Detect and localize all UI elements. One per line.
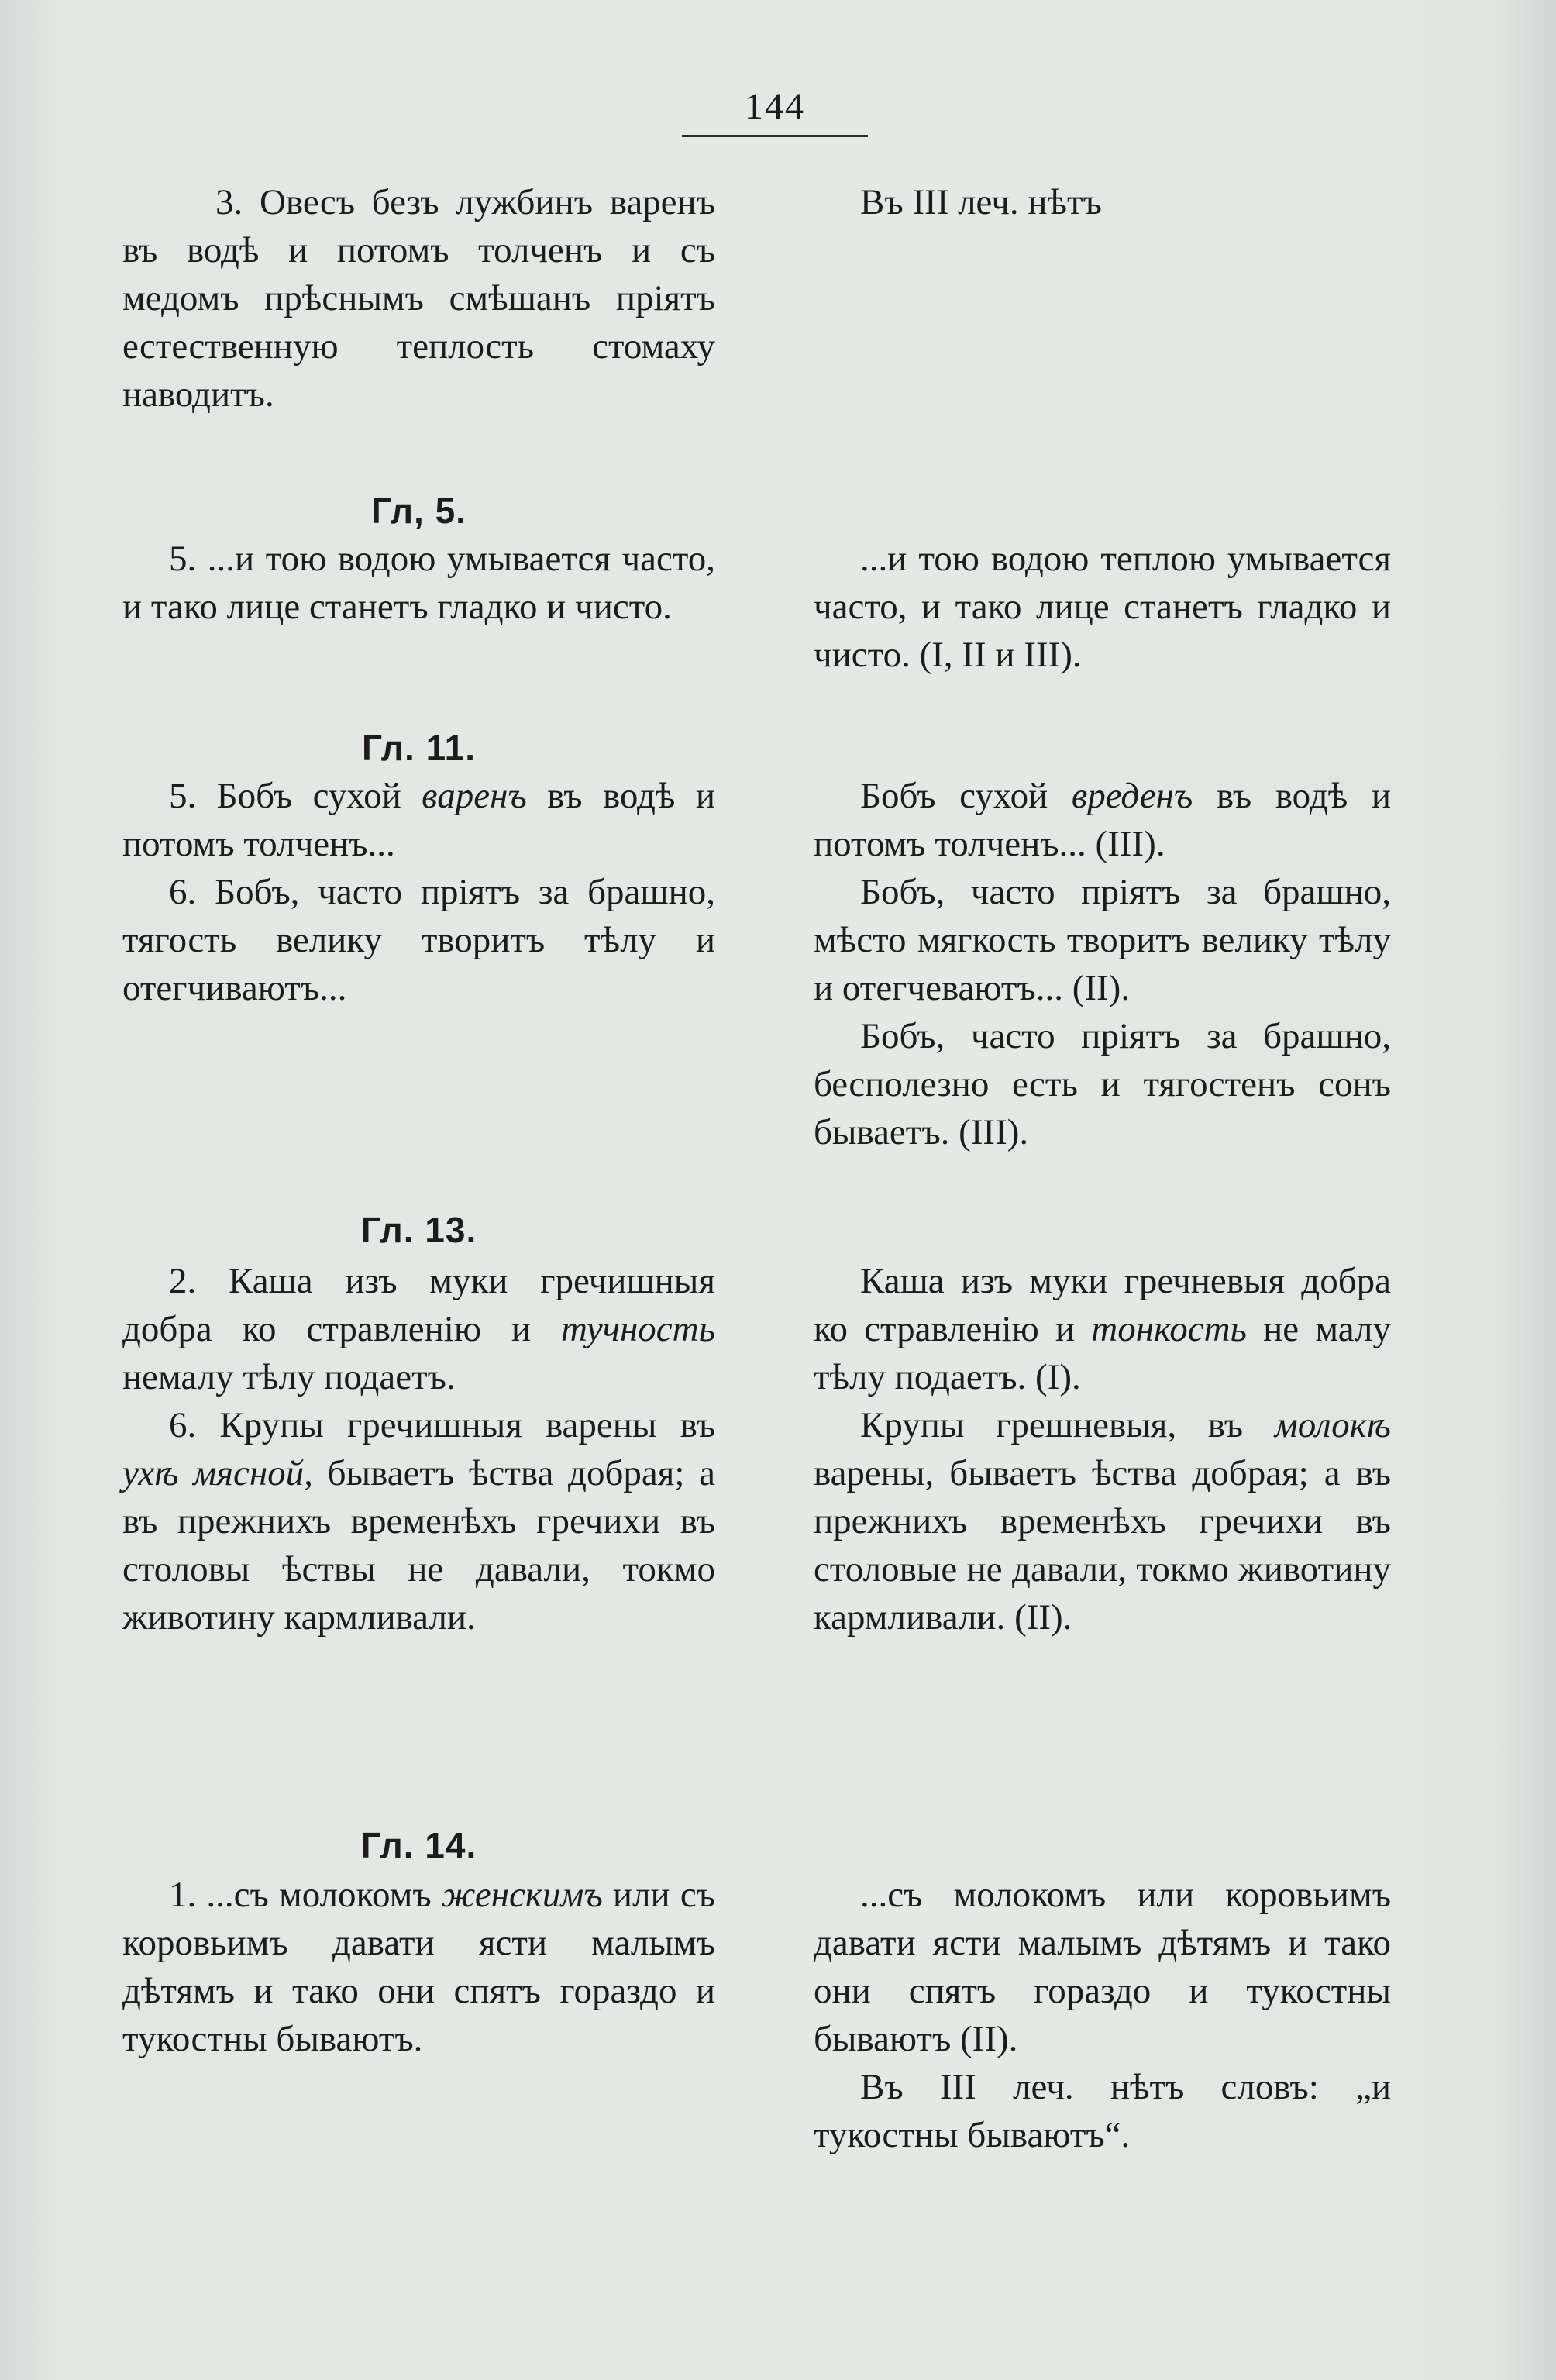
paragraph	[814, 1257, 1391, 1401]
text-run: бываетъ ѣства добрая; а въ прежнихъ временѣхъ гречихи въ столовы ѣствы не давали, токмо животину кармливали.	[122, 1453, 715, 1638]
italic-word: женскимъ	[441, 1875, 603, 1915]
text-run: 2. Каша изъ муки гречишныя добра ко стравленію и	[122, 1261, 715, 1349]
left-entry-13	[122, 1257, 715, 1641]
left-entry-3	[122, 178, 715, 418]
text-run: Бобъ сухой	[860, 776, 1072, 816]
italic-word: вреденъ	[1071, 776, 1193, 816]
text-run: Крупы грешневыя, въ	[860, 1405, 1275, 1445]
chapter-heading-5: Гл, 5.	[371, 491, 466, 531]
text-run: въ водѣ и потомъ толченъ...	[122, 776, 715, 864]
paragraph	[814, 772, 1391, 868]
text-run: варены, бываетъ ѣства добрая; а въ прежнихъ временѣхъ гречихи въ столовые не давали, токмо животину кармливали. (II).	[814, 1453, 1391, 1638]
right-entry-13	[814, 1257, 1391, 1641]
paragraph: Бобъ, часто пріятъ за брашно, мѣсто мягкость творитъ велику тѣлу и отегчеваютъ... (II).	[814, 872, 1391, 1008]
left-entry-11	[122, 772, 715, 1012]
right-entry-3	[814, 178, 1391, 226]
paragraph: Въ III леч. нѣтъ	[860, 182, 1102, 222]
chapter-heading-13: Гл. 13.	[360, 1210, 477, 1250]
text-run: 5. Бобъ сухой	[169, 776, 422, 816]
paragraph: 5. ...и тою водою умывается часто, и тако лице станетъ гладко и чисто.	[122, 539, 715, 627]
chapter-heading-14: Гл. 14.	[360, 1825, 477, 1865]
text-run: или съ коровьимъ давати ясти малымъ дѣтямъ и тако они спятъ гораздо и тукостны бываютъ.	[122, 1875, 715, 2059]
paragraph	[814, 1401, 1391, 1641]
paragraph	[122, 1401, 715, 1641]
paragraph: Бобъ, часто пріятъ за брашно, бесполезно есть и тягостенъ сонъ бываетъ. (III).	[814, 1016, 1391, 1152]
paragraph: ...и тою водою теплою умывается часто, и тако лице станетъ гладко и чисто. (I, II и III).	[814, 539, 1391, 675]
text-run: не малу тѣлу подаетъ. (I).	[814, 1309, 1391, 1397]
text-run: 1. ...съ молокомъ	[169, 1875, 442, 1915]
right-entry-5	[814, 535, 1391, 679]
right-entry-11	[814, 772, 1391, 1156]
paragraph: 6. Бобъ, часто пріятъ за брашно, тягость велику творитъ тѣлу и отегчиваютъ...	[122, 872, 715, 1008]
text-run: 6. Крупы гречишныя варены въ	[169, 1405, 715, 1445]
paragraph: ...съ молокомъ или коровьимъ давати ясти малымъ дѣтямъ и тако они спятъ гораздо и тукостны бываютъ (II).	[814, 1875, 1391, 2059]
italic-word: варенъ	[422, 776, 527, 816]
italic-word: тонкость	[1091, 1309, 1247, 1349]
paragraph	[122, 1871, 715, 2063]
italic-word: ухѣ мясной,	[122, 1453, 313, 1493]
paragraph: Въ III леч. нѣтъ словъ: „и тукостны бываютъ“.	[814, 2067, 1391, 2155]
page-number-rule	[682, 135, 868, 137]
text-run: немалу тѣлу подаетъ.	[122, 1357, 456, 1397]
paragraph: 3. Овесъ безъ лужбинъ варенъ въ водѣ и потомъ толченъ и съ медомъ прѣснымъ смѣшанъ пріятъ естественную теплость стомаху наводитъ.	[122, 182, 715, 415]
chapter-heading-11: Гл. 11.	[362, 728, 476, 768]
left-entry-5	[122, 535, 715, 631]
italic-word: тучность	[560, 1309, 715, 1349]
right-entry-14	[814, 1871, 1391, 2159]
paragraph	[122, 772, 715, 868]
italic-word: молокѣ	[1274, 1405, 1391, 1445]
paragraph	[122, 1257, 715, 1401]
text-run: въ водѣ и потомъ толченъ... (III).	[814, 776, 1391, 864]
text-run: Каша изъ муки гречневыя добра ко стравленію и	[814, 1261, 1391, 1349]
page-number: 144	[745, 86, 805, 127]
left-entry-14	[122, 1871, 715, 2063]
